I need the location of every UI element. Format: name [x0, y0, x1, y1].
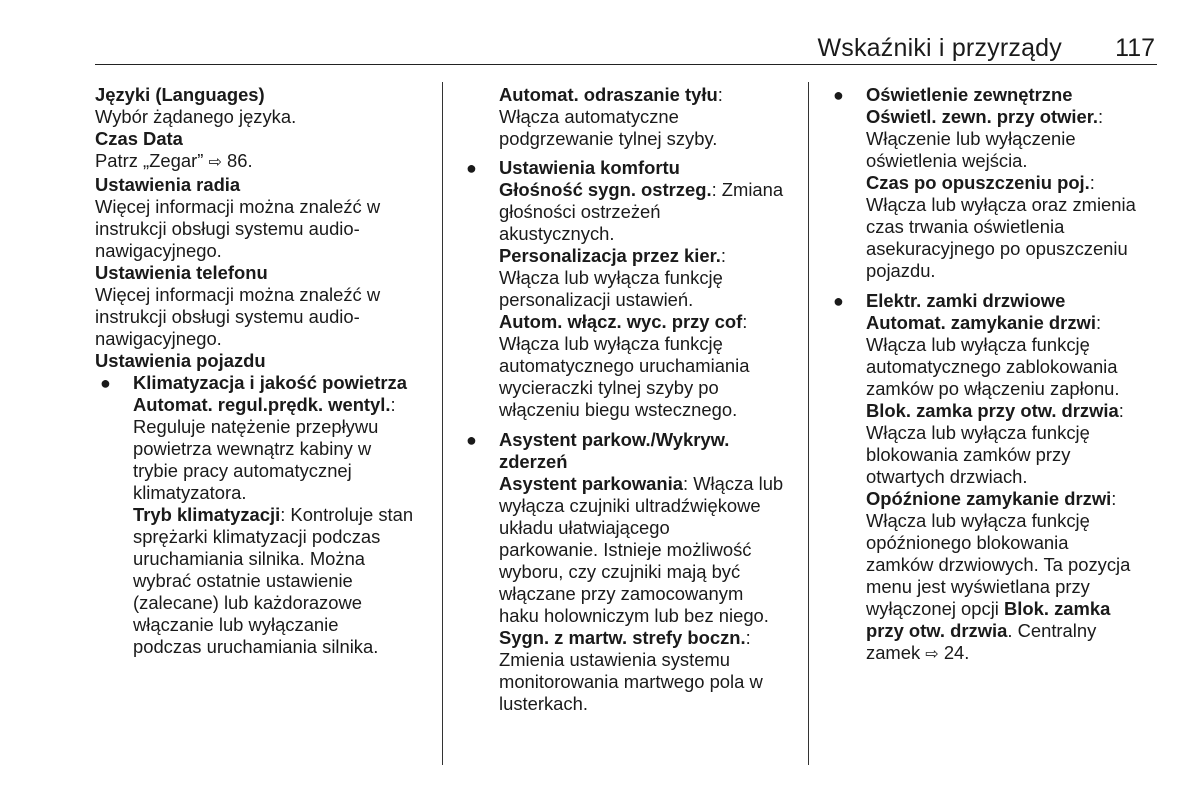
open-door-lock-line: blokowania zamków przy [866, 444, 1071, 465]
rear-wiper-line: włączeniu biegu wstecznego. [499, 399, 738, 420]
auto-lock-line: zamków po włączeniu zapłonu. [866, 378, 1120, 399]
page-number: 117 [1115, 34, 1155, 62]
rear-defrost-block [499, 84, 801, 150]
bullet-icon: ● [100, 373, 111, 393]
column-3 [833, 84, 1163, 666]
auto-fan-line: Automat. regul.prędk. wentyl.: [133, 394, 396, 415]
auto-fan-line: trybie pracy automatycznej [133, 460, 352, 481]
delayed-lock-line: przy otw. drzwia. Centralny [866, 620, 1097, 641]
climate-mode-line: Tryb klimatyzacji: Kontroluje stan [133, 504, 414, 525]
rear-wiper-line: automatycznego uruchamiania [499, 355, 750, 376]
delayed-lock-line: wyłączonej opcji Blok. zamka [866, 598, 1111, 619]
comfort-item [466, 157, 801, 421]
rear-wiper-line: wycieraczki tylnej szyby po [499, 377, 719, 398]
climate-title: Klimatyzacja i jakość powietrza [133, 372, 407, 393]
personal-line: personalizacji ustawień. [499, 289, 694, 310]
section-title: Wskaźniki i przyrządy [817, 34, 1062, 62]
radio-line: Więcej informacji można znaleźć w [95, 196, 381, 217]
blind-spot-line: monitorowania martwego pola w [499, 671, 763, 692]
exit-light-line: asekuracyjnego po opuszczeniu [866, 238, 1128, 259]
exit-light-line: czas trwania oświetlenia [866, 216, 1065, 237]
chime-line: Głośność sygn. ostrzeg.: Zmiana [499, 179, 784, 200]
page-reference-icon: ⇨ [925, 646, 939, 663]
climate-mode-line: uruchamiania silnika. Można [133, 548, 366, 569]
time-date-text: Patrz „Zegar” ⇨ 86. [95, 150, 253, 171]
unlock-light-line: oświetlenia wejścia. [866, 150, 1028, 171]
auto-lock-line: Automat. zamykanie drzwi: [866, 312, 1102, 333]
park-assist-title: zderzeń [499, 451, 568, 472]
unlock-light-line: Włączenie lub wyłączenie [866, 128, 1076, 149]
open-door-lock-line: Włącza lub wyłącza funkcję [866, 422, 1090, 443]
column-1 [95, 84, 435, 658]
time-date-heading: Czas Data [95, 128, 183, 149]
chime-line: akustycznych. [499, 223, 615, 244]
open-door-lock-line: Blok. zamka przy otw. drzwia: [866, 400, 1124, 421]
auto-lock-line: Włącza lub wyłącza funkcję [866, 334, 1090, 355]
delayed-lock-line: zamek ⇨ 24. [866, 642, 970, 663]
park-line: wyłącza czujniki ultradźwiękowe [499, 495, 761, 516]
delayed-lock-line: opóźnionego blokowania [866, 532, 1069, 553]
radio-heading: Ustawienia radia [95, 174, 241, 195]
blind-spot-line: Zmienia ustawienia systemu [499, 649, 730, 670]
auto-fan-line: powietrza wewnątrz kabiny w [133, 438, 372, 459]
auto-lock-line: automatycznego zablokowania [866, 356, 1118, 377]
door-locks-title: Elektr. zamki drzwiowe [866, 290, 1066, 311]
exit-light-line: pojazdu. [866, 260, 936, 281]
page-reference: 24. [943, 642, 970, 663]
delayed-lock-line: Włącza lub wyłącza funkcję [866, 510, 1090, 531]
vehicle-heading: Ustawienia pojazdu [95, 350, 266, 371]
unlock-light-line: Oświetl. zewn. przy otwier.: [866, 106, 1104, 127]
park-line: układu ułatwiającego [499, 517, 670, 538]
door-locks-item [833, 290, 1163, 666]
bullet-icon: ● [466, 158, 477, 178]
languages-text: Wybór żądanego języka. [95, 106, 297, 127]
phone-line: instrukcji obsługi systemu audio- [95, 306, 360, 327]
park-line: włączane przy zamocowanym [499, 583, 744, 604]
blind-spot-line: Sygn. z martw. strefy boczn.: [499, 627, 751, 648]
rear-wiper-line: Włącza lub wyłącza funkcję [499, 333, 723, 354]
phone-line: Więcej informacji można znaleźć w [95, 284, 381, 305]
delayed-lock-line: zamków drzwiowych. Ta pozycja [866, 554, 1131, 575]
auto-fan-line: Reguluje natężenie przepływu [133, 416, 379, 437]
comfort-title: Ustawienia komfortu [499, 157, 680, 178]
climate-item [100, 372, 435, 658]
bullet-icon: ● [833, 291, 844, 311]
rear-defrost-line: Automat. odraszanie tyłu: [499, 84, 723, 105]
park-line: Asystent parkowania: Włącza lub [499, 473, 784, 494]
page-reference-icon: ⇨ [208, 154, 222, 171]
rear-defrost-line: podgrzewanie tylnej szyby. [499, 128, 718, 149]
personal-line: Włącza lub wyłącza funkcję [499, 267, 723, 288]
column-divider-2 [808, 82, 809, 765]
radio-line: nawigacyjnego. [95, 240, 222, 261]
column-2 [466, 84, 801, 715]
exterior-light-title: Oświetlenie zewnętrzne [866, 84, 1073, 105]
park-assist-title: Asystent parkow./Wykryw. [499, 429, 730, 450]
auto-fan-line: klimatyzatora. [133, 482, 247, 503]
park-line: haku holowniczym lub bez niego. [499, 605, 769, 626]
climate-mode-line: włączanie lub wyłączanie [133, 614, 339, 635]
phone-line: nawigacyjnego. [95, 328, 222, 349]
rear-wiper-line: Autom. włącz. wyc. przy cof: [499, 311, 748, 332]
open-door-lock-line: otwartych drzwiach. [866, 466, 1028, 487]
park-line: parkowanie. Istnieje możliwość [499, 539, 752, 560]
climate-mode-line: (zalecane) lub każdorazowe [133, 592, 362, 613]
bullet-icon: ● [833, 85, 844, 105]
park-assist-item [466, 429, 801, 715]
exterior-light-item [833, 84, 1163, 282]
exit-light-line: Czas po opuszczeniu poj.: [866, 172, 1095, 193]
personal-line: Personalizacja przez kier.: [499, 245, 726, 266]
page-reference: 86. [226, 150, 253, 171]
bullet-icon: ● [466, 430, 477, 450]
climate-mode-line: wybrać ostatnie ustawienie [133, 570, 353, 591]
park-line: wyboru, czy czujniki mają być [499, 561, 741, 582]
delayed-lock-line: Opóźnione zamykanie drzwi: [866, 488, 1117, 509]
climate-mode-line: sprężarki klimatyzacji podczas [133, 526, 381, 547]
climate-mode-line: podczas uruchamiania silnika. [133, 636, 379, 657]
blind-spot-line: lusterkach. [499, 693, 588, 714]
page-header [95, 30, 1157, 65]
chime-line: głośności ostrzeżeń [499, 201, 661, 222]
delayed-lock-line: menu jest wyświetlana przy [866, 576, 1090, 597]
phone-heading: Ustawienia telefonu [95, 262, 268, 283]
rear-defrost-line: Włącza automatyczne [499, 106, 679, 127]
languages-heading: Języki (Languages) [95, 84, 265, 105]
radio-line: instrukcji obsługi systemu audio- [95, 218, 360, 239]
exit-light-line: Włącza lub wyłącza oraz zmienia [866, 194, 1136, 215]
column-divider-1 [442, 82, 443, 765]
